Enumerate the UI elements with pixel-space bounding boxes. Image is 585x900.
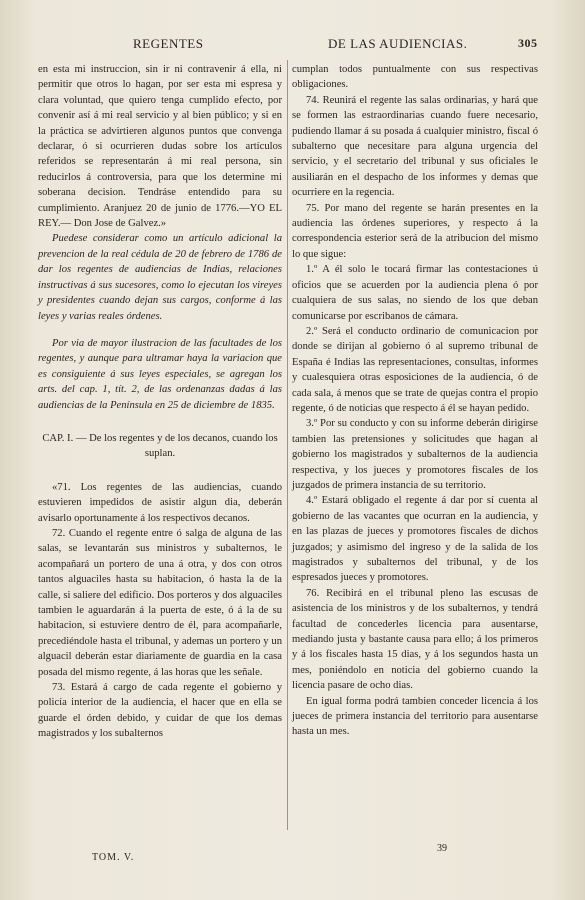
chapter-heading: CAP. I. — De los regentes y de los decanos, cuando los suplan.	[42, 432, 278, 460]
article-71: «71. Los regentes de las audiencias, cuando estuvieren impedidos de asistir algun dia, deberán avisarlo oportunamente á los respectivos decanos.	[38, 481, 282, 524]
left-column	[38, 62, 282, 742]
paragraph: cumplan todos puntualmente con sus respectivas obligaciones.	[292, 64, 538, 91]
article-72: 72. Cuando el regente entre ó salga de alguna de las salas, se levantarán sus ministros y subalternos, le acompañará un portero de una á otra, y dos con otros tantos alguaciles hasta su habitacion, ó hasta la de la calle, si saliere del edificio. Dos porteros y dos alguaciles tambien le aguardarán á la puerta de este, ó á la de su habitacion, si estuviere dentro de él, para acompañarle, precediéndole hasta el tribunal, y ademas un portero y un alguacil deberán estar diariamente de guardia en la casa posada del mismo regente, á las horas que les señale.	[38, 527, 282, 678]
article-75: 75. Por mano del regente se harán presentes en la audiencia las órdenes superiores, y respecto á la correspondencia esterior será de la atribucion del mismo lo que sigue:	[292, 202, 538, 260]
list-item-4: 4.º Estará obligado el regente á dar por sí cuenta al gobierno de las vacantes que ocurran en la audiencia, y en las plazas de jueces y promotores fiscales de dichos juzgados; y asimismo del ingreso y de la salida de los magistrados y subalternos del tribunal, y de los espresados jueces y promotores.	[292, 495, 538, 584]
running-head-left: REGENTES	[133, 36, 204, 51]
italic-note: Por via de mayor ilustracion de las facultades de los regentes, y aunque para ultramar haya la variacion que es consiguiente á sus leyes especiales, se agregan los arts. del cap. 1, tít. 2, de las ordenanzas dadas á las audiencias de la Península en 25 de diciembre de 1835.	[38, 337, 282, 411]
paragraph: en esta mi instruccion, sin ir ni contravenir á ella, ni permitir que otros lo hagan, por ser esta mi espresa y clara voluntad, que quiero tenga cumplido efecto, por convenir así á mi real servicio y al bien público; y si en la práctica se advirtieren algunos puntos que convenga declarar, ó si ocurrieren dudas sobre los artículos referidos se representarán á mi real persona, sin reducirlos á controversia, para que los determine mi soberana decision. Tendráse entendido para su cumplimiento. Aranjuez 20 de junio de 1776.—YO EL REY.— Don Jose de Galvez.»	[38, 64, 282, 230]
article-74: 74. Reunirá el regente las salas ordinarias, y hará que se formen las estraordinarias cuando fuere necesario, pudiendo llamar á su posada á cualquier ministro, fiscal ó subalterno que necesitare para alguna urgencia del servicio, y el secretario del tribunal y sus oficiales le ausiliarán en el despacho de los informes y demas que ocurriere en la regencia.	[292, 94, 538, 199]
signature-mark: 39	[437, 843, 447, 854]
article-76: 76. Recibirá en el tribunal pleno las escusas de asistencia de los ministros y de los subalternos, y tendrá facultad de concederles licencia para ausentarse, mediando justa y bastante causa para ello; á los primeros y á los fiscales hasta 15 dias, y á los segundos hasta un mes, poniéndolo en noticia del gobierno cuando la licencia pasare de ocho dias.	[292, 587, 538, 692]
list-item-2: 2.º Será el conducto ordinario de comunicacion por donde se dirijan al gobierno ó al supremo tribunal de España é Indias las representaciones, consultas, informes y cualesquiera otras esposiciones de la audiencia, ó de cada sala, á menos que se trate de quejas contra el propio regente, ó de noticias que respecto á él se hayan pedido.	[292, 325, 538, 414]
page-number: 305	[518, 36, 538, 50]
volume-marker: TOM. V.	[92, 852, 135, 863]
list-item-3: 3.º Por su conducto y con su informe deberán dirigirse tambien las pretensiones y solicitudes que hagan al gobierno los magistrados y subalternos de la audiencia respectiva, y los jueces y promotores fiscales de los juzgados de primera instancia de su territorio.	[292, 418, 538, 491]
italic-note: Puedese considerar como un artículo adicional la prevencion de la real cédula de 20 de febrero de 1786 de dar los regentes de audiencias de Indias, relaciones instructivas á sus sucesores, como lo ejecutan los vireyes y presidentes cuando dejan sus cargos, conforme á las leyes y varias reales órdenes.	[38, 233, 282, 322]
article-73: 73. Estará á cargo de cada regente el gobierno y policía interior de la audiencia, el hacer que en ella se guarde el órden debido, y cuidar de que los demas magistrados y los subalternos	[38, 682, 282, 740]
paragraph: En igual forma podrá tambien conceder licencia á los jueces de primera instancia del territorio para ausentarse hasta un mes.	[292, 695, 538, 738]
column-divider	[287, 60, 288, 830]
running-head-right: DE LAS AUDIENCIAS.	[328, 36, 468, 51]
right-column	[292, 62, 538, 740]
list-item-1: 1.º A él solo le tocará firmar las contestaciones ú oficios que se acuerden por la audiencia plena ó por cualquiera de sus salas, no siendo de los que deban comunicarse por escribanos de cámara.	[292, 264, 538, 322]
